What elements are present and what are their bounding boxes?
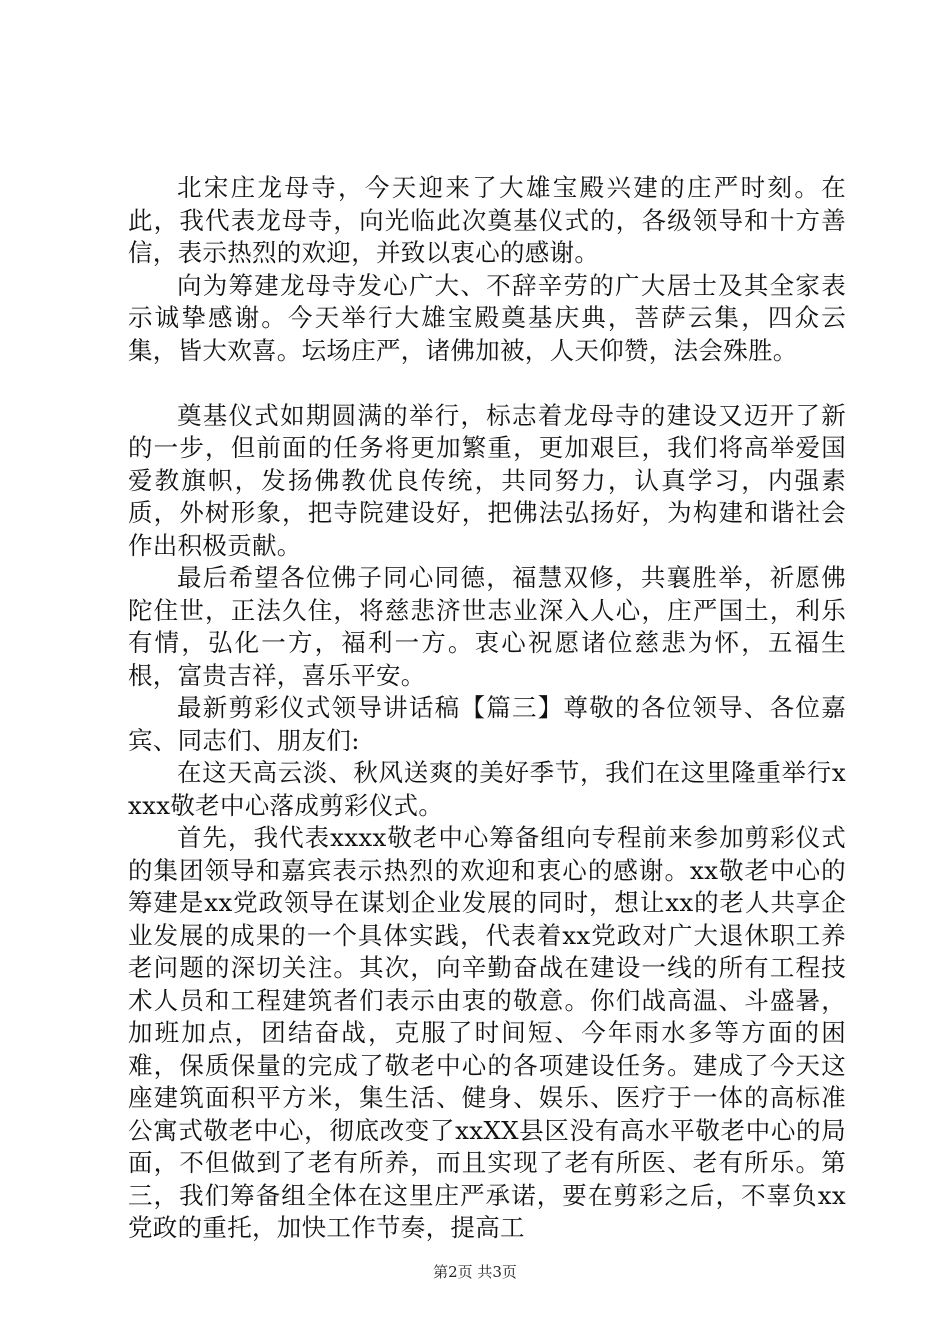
paragraph-section-three-heading: 最新剪彩仪式领导讲话稿【篇三】尊敬的各位领导、各位嘉宾、同志们、朋友们: — [128, 693, 846, 755]
paragraph-first-remarks: 首先，我代表xxxx敬老中心筹备组向专程前来参加剪彩仪式的集团领导和嘉宾表示热烈的欢迎和衷心的感谢。xx敬老中心的筹建是xx党政领导在谋划企业发展的同时，想让xx的老人共享企业发展的成果的一个具体实践，代表着xx党政对广大退休职工养老问题的深切关注。其次，向辛勤奋战在建设一线的所有工程技术人员和工程建筑者们表示由衷的敬意。你们战高温、斗盛暑，加班加点，团结奋战，克服了时间短、今年雨水多等方面的困难，保质保量的完成了敬老中心的各项建设任务。建成了今天这座建筑面积平方米，集生活、健身、娱乐、医疗于一体的高标准公寓式敬老中心，彻底改变了xxXX县区没有高水平敬老中心的局面，不但做到了老有所养，而且实现了老有所医、老有所乐。第三，我们筹备组全体在这里庄严承诺，要在剪彩之后，不辜负xx党政的重托，加快工作节奏，提高工 — [128, 823, 846, 1242]
paragraph-opening: 北宋庄龙母寺，今天迎来了大雄宝殿兴建的庄严时刻。在此，我代表龙母寺，向光临此次奠基仪式的，各级领导和十方善信，表示热烈的欢迎，并致以衷心的感谢。 — [128, 173, 846, 267]
paragraph-ceremony: 奠基仪式如期圆满的举行，标志着龙母寺的建设又迈开了新的一步，但前面的任务将更加繁重，更加艰巨，我们将高举爱国爱教旗帜，发扬佛教优良传统，共同努力，认真学习，内强素质，外树形象，把寺院建设好，把佛法弘扬好，为构建和谐社会作出积极贡献。 — [128, 400, 846, 560]
page-number-footer: 第2页 共3页 — [433, 1263, 517, 1281]
paragraph-thanks: 向为筹建龙母寺发心广大、不辞辛劳的广大居士及其全家表示诚挚感谢。今天举行大雄宝殿奠基庆典，菩萨云集，四众云集，皆大欢喜。坛场庄严，诸佛加被，人天仰赞，法会殊胜。 — [128, 270, 846, 365]
paragraph-wishes: 最后希望各位佛子同心同德，福慧双修，共襄胜举，祈愿佛陀住世，正法久住，将慈悲济世志业深入人心，庄严国土，利乐有情，弘化一方，福利一方。衷心祝愿诸位慈悲为怀，五福生根，富贵吉祥，喜乐平安。 — [128, 563, 846, 690]
document-body — [128, 172, 846, 1245]
paragraph-season: 在这天高云淡、秋风送爽的美好季节，我们在这里隆重举行xxxx敬老中心落成剪彩仪式。 — [128, 758, 846, 820]
